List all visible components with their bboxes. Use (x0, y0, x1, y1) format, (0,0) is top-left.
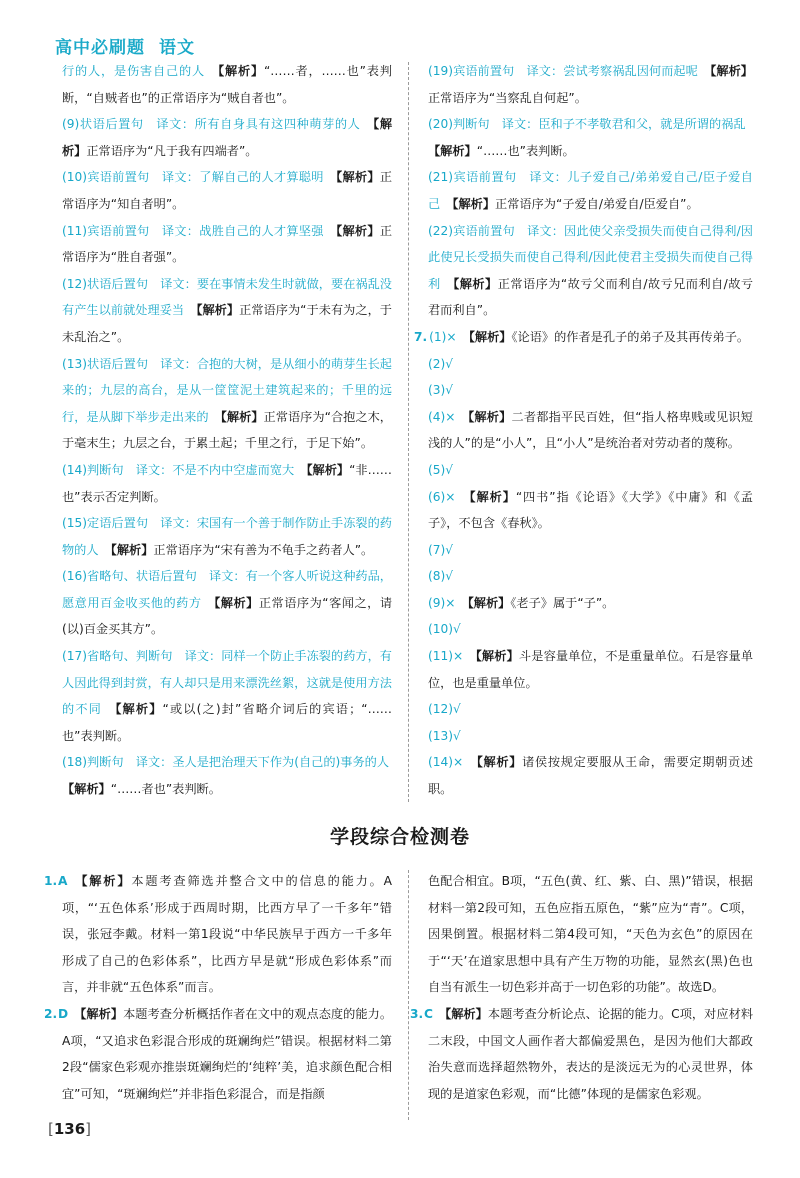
analysis-text: 正常语序为“子爱自/弟爱自/臣爱自”。 (495, 196, 699, 211)
analysis-text: 本题考查分析论点、论据的能力。C项，对应材料二末段，中国文人画作者大都偏爱黑色，是因为他们大都政治失意而选择超然物外，表达的是淡远无为的心灵世界，体现的是道家色彩观，而“比德”体现的是儒家色彩观。 (428, 1006, 754, 1101)
book-title: 高中必刷题 (55, 38, 145, 58)
analysis-text: “……者也”表判断。 (110, 782, 221, 797)
answer-item (428, 868, 753, 1001)
answer-item (428, 58, 753, 111)
analysis-tag: 【解析】 (440, 196, 496, 211)
translation-text: (12)√ (428, 702, 461, 717)
translation-text: (6)× (428, 489, 456, 504)
translation-text: (15)定语后置句 译文：宋国有一个善于制作防止手冻裂的药物的人 (62, 516, 392, 557)
analysis-tag: 【解析】 (455, 595, 511, 610)
answer-item (62, 164, 392, 217)
translation-text: (3)√ (428, 383, 454, 398)
analysis-tag: 【解析】 (697, 64, 753, 78)
analysis-tag: 【解析】 (62, 755, 402, 797)
analysis-tag: 【解析】 (438, 1006, 488, 1021)
section-title: 学段综合检测卷 (329, 826, 470, 848)
answer-item (62, 58, 392, 111)
analysis-tag: 【解析】 (455, 489, 516, 504)
item-number: 7. (414, 329, 428, 344)
answer-item (428, 164, 753, 217)
analysis-text: 正常语序为“于未有为之，于未乱治之”。 (62, 303, 392, 344)
analysis-text: 正常语序为“当察乱自何起”。 (428, 90, 587, 105)
translation-text: (7)√ (428, 542, 454, 557)
translation-text: (10)√ (428, 622, 461, 637)
answer-item (62, 271, 392, 351)
translation-text: (21)宾语前置句 译文：儿子爱自己/弟弟爱自己/臣子爱自己 (428, 170, 753, 211)
answer-item (62, 111, 392, 164)
answer-item (428, 696, 753, 723)
analysis-tag: 【解析】 (455, 409, 512, 424)
answer-letter: C (424, 1006, 433, 1021)
translation-text: (19)宾语前置句 译文：尝试考察祸乱因何而起呢 (428, 64, 698, 78)
answer-item (62, 457, 392, 510)
analysis-tag: 【解析】 (98, 542, 154, 557)
analysis-text: 本题考查筛选并整合文中的信息的能力。A项，“‘五色体系’形成于西周时期，比西方早了一千多年”错误，张冠李戴。材料一第1段说“中华民族早于西方一千多年形成了自己的色彩体系”，比西方早是就“形成色彩体系”而言，并非就“五色体系”而言。 (62, 874, 392, 995)
answer-item (428, 404, 753, 457)
page-number-value: 136 (53, 1120, 86, 1138)
answer-item (428, 723, 753, 750)
analysis-text: 正常语序为“胜自者强”。 (62, 223, 392, 265)
translation-text: (20)判断句 译文：臣和子不孝敬君和父，就是所谓的祸乱 (428, 117, 746, 132)
translation-text: (17)省略句、判断句 译文：同样一个防止手冻裂的药方，有人因此得到封赏，有人却只是用来漂洗丝絮，这就是使用方法的不同 (62, 649, 392, 717)
answer-item (62, 563, 392, 643)
analysis-text: 正常语序为“故亏父而利自/故亏兄而利自/故亏君而利自”。 (428, 276, 754, 318)
translation-text: (12)状语后置句 译文：要在事情未发生时就做，要在祸乱没有产生以前就处理妥当 (62, 276, 392, 318)
answer-item (44, 868, 392, 1001)
analysis-text: 正常语序为“凡于我有四端者”。 (86, 143, 258, 158)
analysis-text: “四书”指《论语》《大学》《中庸》和《孟子》，不包含《春秋》。 (428, 489, 753, 531)
column-divider (408, 62, 409, 802)
answer-item (62, 510, 392, 563)
translation-text: (11)宾语前置句 译文：战胜自己的人才算坚强 (62, 223, 324, 238)
answer-item (428, 218, 753, 324)
answers-divider (408, 870, 409, 1120)
analysis-tag: 【解析】 (463, 649, 519, 664)
answer-item (62, 643, 392, 749)
analysis-text: 本题考查分析概括作者在文中的观点态度的能力。A项，“又追求色彩混合形成的斑斓绚烂”错误。根据材料二第2段“儒家色彩观亦推崇斑斓绚烂的‘纯粹’美，追求颜色配合相宜”可知，“斑斓绚烂”并非指色彩混合，而是指颜 (62, 1006, 393, 1101)
analysis-tag: 【解析】 (205, 64, 264, 78)
analysis-tag: 【解析】 (62, 117, 393, 158)
analysis-tag: 【解析】 (74, 1006, 124, 1021)
translation-text: (4)× (428, 409, 456, 424)
analysis-tag: 【解析】 (208, 409, 264, 424)
page-header (55, 33, 195, 58)
analysis-text: “……者，……也”表判断，“自贼者也”的正常语序为“贼自者也”。 (62, 64, 392, 105)
analysis-text: 《老子》属于“子”。 (510, 595, 615, 610)
translation-text: 行的人，是伤害自己的人 (62, 64, 206, 78)
translation-text: (5)√ (428, 462, 454, 477)
answer-item (62, 749, 402, 802)
analysis-tag: 【解析】 (184, 303, 240, 318)
item-number: 2. (44, 1006, 58, 1021)
analysis-tag: 【解析】 (428, 117, 758, 158)
analysis-tag: 【解析】 (440, 276, 498, 291)
item-number: 1. (44, 874, 58, 888)
translation-text: (9)× (428, 595, 456, 610)
answers-left-column (44, 868, 393, 1107)
answer-item (428, 377, 753, 404)
answer-item (428, 643, 753, 696)
answer-item (428, 111, 758, 164)
translation-text: (14)× (428, 755, 464, 770)
translation-text: (9)状语后置句 译文：所有自身具有这四种萌芽的人 (62, 117, 361, 132)
translation-text: (18)判断句 译文：圣人是把治理天下作为(自己的)事务的人 (62, 755, 390, 770)
item-number: 3. (410, 1006, 424, 1021)
translation-text: (13)状语后置句 译文：合抱的大树，是从细小的萌芽生长起来的；九层的高台，是从一筐筐泥土建筑起来的；千里的远行，是从脚下举步走出来的 (62, 356, 392, 424)
analysis-text: 诸侯按规定要服从王命，需要定期朝贡述职。 (428, 755, 754, 797)
translation-text: (16)省略句、状语后置句 译文：有一个客人听说这种药品，愿意用百金收买他的药方 (62, 569, 392, 610)
analysis-tag: 【解析】 (323, 223, 380, 238)
answer-item (428, 563, 753, 590)
analysis-text: 正常语序为“客闻之，请(以)百金买其方”。 (62, 595, 393, 637)
analysis-text: 正常语序为“知自者明”。 (62, 170, 392, 211)
answer-item (44, 1001, 393, 1107)
translation-text: (14)判断句 译文：不是不内中空虚而宽大 (62, 462, 295, 477)
answer-item (428, 484, 753, 537)
right-column (414, 58, 758, 803)
answer-item (428, 351, 753, 378)
answer-letter: D (58, 1006, 69, 1021)
answer-item (428, 749, 753, 802)
analysis-text: 色配合相宜。B项，“五色(黄、红、紫、白、黑)”错误，根据材料一第2段可知，五色应指五原色，“紫”应为“青”。C项，因果倒置。根据材料二第4段可知，“天色为玄色”的原因在于“‘天’在道家思想中具有产生万物的功能，显然玄(黑)色也自当有派生一切色彩并高于一切色彩的功能”。故选D。 (428, 874, 753, 995)
answer-item (428, 616, 753, 643)
translation-text: (10)宾语前置句 译文：了解自己的人才算聪明 (62, 170, 324, 185)
answers-right-column (410, 868, 754, 1107)
analysis-text: 斗是容量单位，不是重量单位。石是容量单位，也是重量单位。 (428, 649, 754, 690)
analysis-text: “非……也”表示否定判断。 (62, 462, 392, 504)
analysis-tag: 【解析】 (201, 595, 259, 610)
analysis-text: 《论语》的作者是孔子的弟子及其再传弟子。 (511, 329, 750, 344)
translation-text: (22)宾语前置句 译文：因此使父亲受损失而使自己得利/因此使兄长受损失而使自己得利/因此使君主受损失而使自己得利 (428, 223, 753, 291)
answer-item (62, 351, 392, 457)
analysis-text: 正常语序为“宋有善为不龟手之药者人”。 (153, 542, 374, 557)
answer-item (414, 324, 753, 351)
translation-text: (1)× (429, 329, 457, 344)
analysis-tag: 【解析】 (101, 702, 163, 717)
analysis-tag: 【解析】 (73, 874, 132, 888)
subject-label: 语文 (159, 38, 195, 58)
answer-item (428, 457, 753, 484)
analysis-tag: 【解析】 (323, 170, 380, 185)
analysis-text: 正常语序为“合抱之木，于毫末生；九层之台，于累土起；千里之行，于足下始”。 (62, 409, 392, 451)
analysis-text: “或以(之)封”省略介词后的宾语；“……也”表判断。 (62, 702, 392, 743)
page-number: [136] (48, 1120, 92, 1138)
analysis-tag: 【解析】 (294, 462, 350, 477)
translation-text: (13)√ (428, 728, 461, 743)
translation-text: (11)× (428, 649, 464, 664)
left-column (62, 58, 402, 803)
answer-item (428, 590, 753, 617)
answer-item (428, 537, 753, 564)
analysis-text: “……也”表判断。 (476, 143, 575, 158)
answer-item (410, 1001, 754, 1107)
answer-letter: A (58, 874, 68, 888)
analysis-tag: 【解析】 (463, 755, 523, 770)
analysis-tag: 【解析】 (456, 329, 512, 344)
translation-text: (8)√ (428, 569, 454, 584)
analysis-text: 二者都指平民百姓，但“指人格卑贱或见识短浅的人”的是“小人”，且“小人”是统治者对劳动者的蔑称。 (428, 409, 753, 451)
translation-text: (2)√ (428, 356, 454, 371)
answer-item (62, 218, 392, 271)
